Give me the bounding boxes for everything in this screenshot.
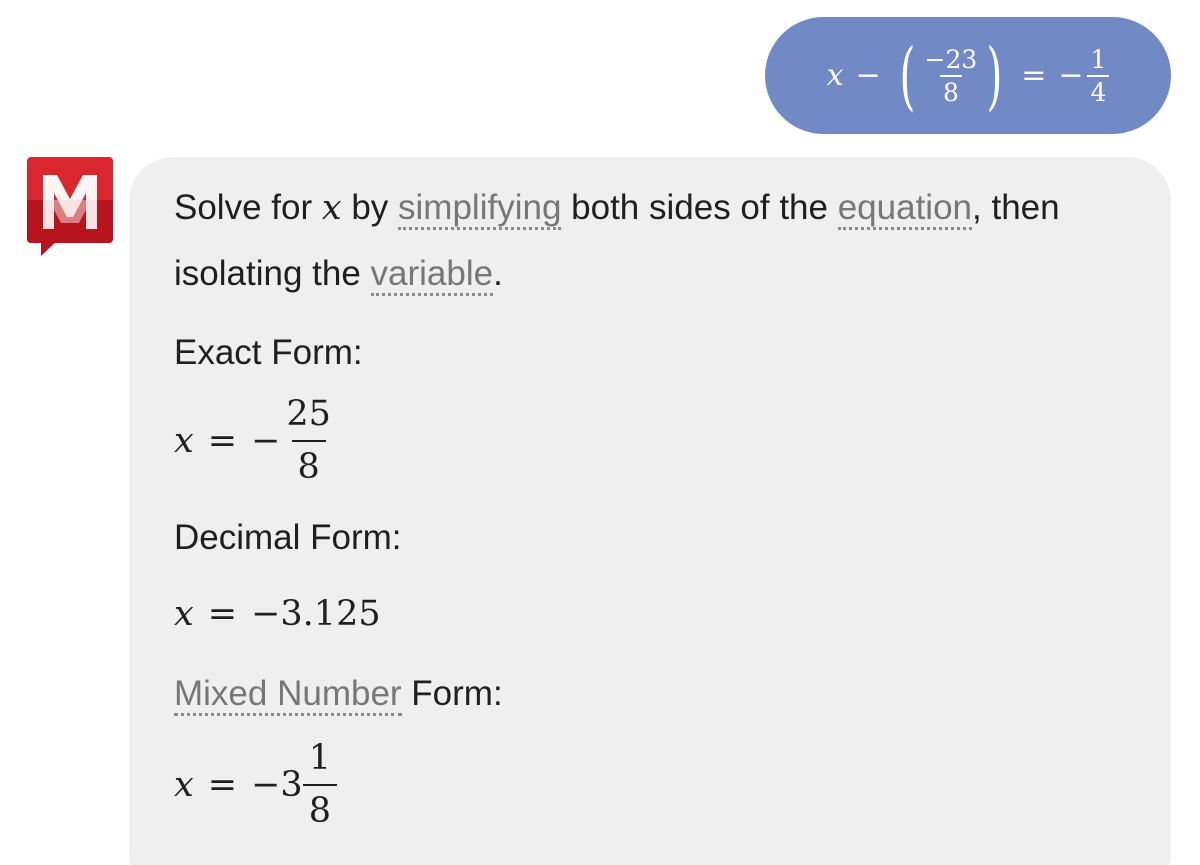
exact-fraction	[280, 394, 337, 487]
mixed-form-result	[174, 738, 337, 831]
eq-inner-denominator: 8	[940, 75, 962, 105]
exact-form-result	[174, 394, 337, 487]
eq-rhs-denominator: 4	[1087, 75, 1109, 105]
decimal-variable: x	[174, 594, 194, 634]
exact-equals: =	[207, 421, 238, 461]
intro-variable: x	[321, 188, 342, 228]
mixed-denominator: 8	[303, 784, 337, 829]
eq-open-paren: (	[899, 32, 916, 119]
decimal-form-result	[174, 594, 381, 634]
mixed-numerator: 1	[308, 738, 331, 778]
exact-denominator: 8	[292, 440, 326, 485]
mixed-form-label-rest: Form:	[401, 674, 503, 713]
intro-text-1: Solve for	[174, 188, 322, 227]
term-simplifying-link[interactable]: simplifying	[398, 188, 561, 230]
eq-inner-numerator: −23	[924, 44, 978, 74]
user-equation	[765, 17, 1171, 134]
mixed-variable: x	[174, 765, 194, 805]
mixed-form-label	[174, 674, 503, 714]
intro-text-2: by	[341, 188, 399, 227]
eq-rhs-numerator: 1	[1090, 44, 1107, 74]
decimal-equals: =	[207, 594, 238, 634]
term-mixed-number-link[interactable]: Mixed Number	[174, 674, 402, 716]
intro-text-4: , then isolating the	[174, 188, 1060, 293]
exact-variable: x	[174, 421, 194, 461]
exact-form-label: Exact Form:	[174, 333, 363, 372]
exact-sign: −	[251, 421, 281, 461]
answer-bubble	[129, 157, 1171, 865]
eq-rhs-sign: −	[1058, 58, 1084, 93]
mathway-logo-icon	[27, 157, 113, 257]
exact-numerator: 25	[286, 394, 331, 434]
eq-minus: −	[855, 58, 881, 93]
decimal-value: −3.125	[251, 594, 381, 634]
mixed-fraction	[303, 738, 337, 831]
term-equation-link[interactable]: equation	[838, 188, 972, 230]
mixed-whole: −3	[251, 765, 303, 805]
eq-rhs-fraction	[1087, 44, 1109, 107]
eq-close-paren: )	[986, 32, 1003, 119]
user-message-bubble	[765, 17, 1171, 134]
eq-variable: x	[826, 58, 844, 93]
intro-text-3: both sides of the	[561, 188, 838, 227]
decimal-form-label: Decimal Form:	[174, 518, 402, 557]
eq-inner-fraction	[922, 44, 981, 107]
term-variable-link[interactable]: variable	[371, 254, 494, 296]
solution-intro	[174, 175, 1134, 307]
mixed-equals: =	[207, 765, 238, 805]
eq-equals: =	[1021, 58, 1047, 93]
intro-text-5: .	[493, 254, 503, 293]
